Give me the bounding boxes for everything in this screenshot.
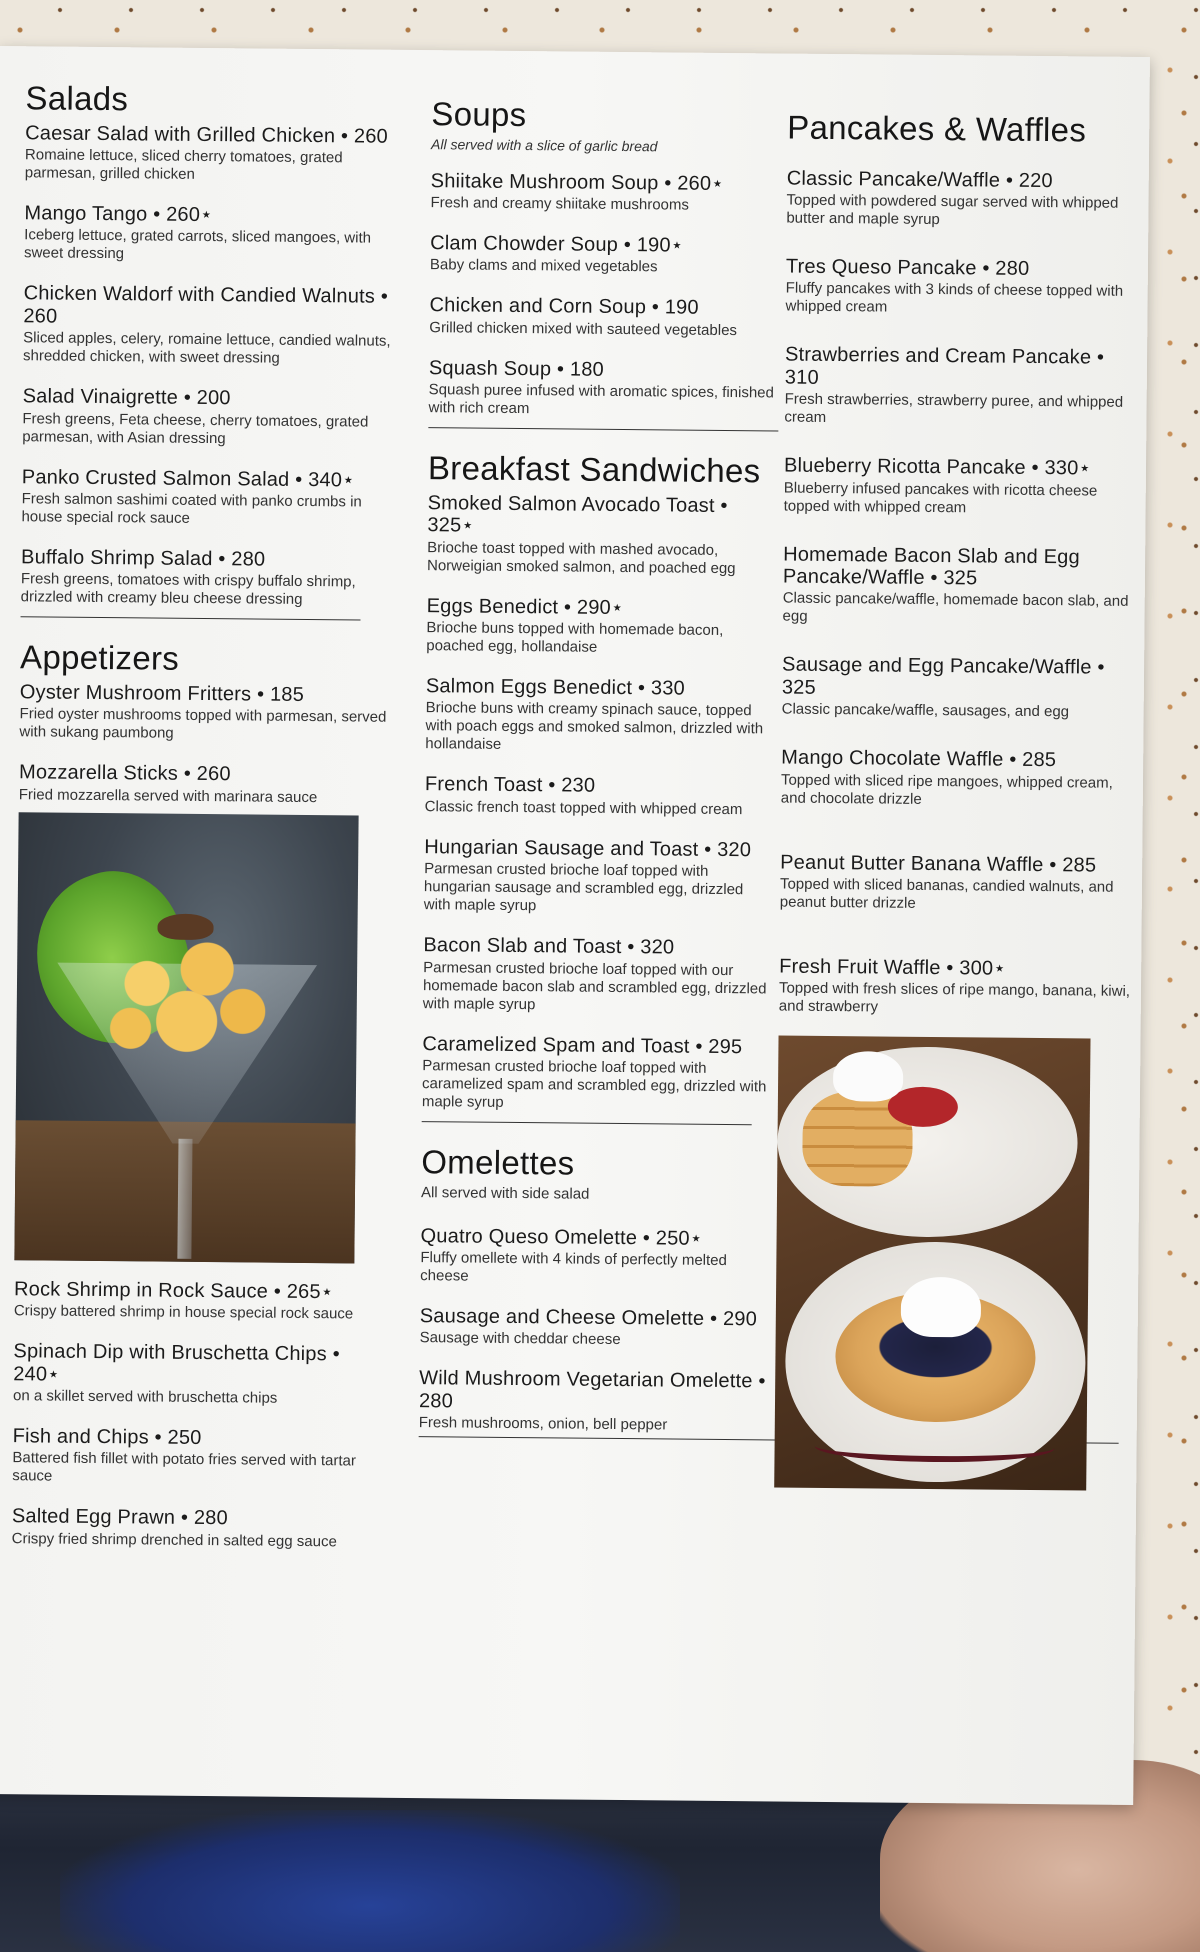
section-divider: [422, 1121, 752, 1125]
item-name: Chicken Waldorf with Candied Walnuts • 260: [23, 282, 389, 328]
menu-item: [420, 1225, 771, 1289]
menu-item: [430, 232, 780, 278]
item-description: on a skillet served with bruschetta chips: [12, 1387, 278, 1407]
item-name: Squash Soup • 180: [428, 356, 605, 381]
menu-item: [21, 546, 392, 610]
menu-item: [428, 357, 779, 421]
item-name: Panko Crusted Salmon Salad • 340⋆: [21, 465, 355, 492]
item-name: Mango Tango • 260⋆: [24, 202, 213, 227]
menu-item: [785, 256, 1142, 320]
item-name: Classic Pancake/Waffle • 220: [786, 167, 1053, 192]
item-description: Parmesan crusted brioche loaf topped with hungarian sausage and scrambled egg, drizzled with maple syrup: [423, 860, 744, 915]
menu-item: [420, 1305, 770, 1351]
menu-item: [25, 122, 396, 186]
menu-item: [19, 681, 390, 745]
item-description: Fresh strawberries, strawberry puree, and whipped cream: [784, 390, 1124, 427]
menu-item: [782, 654, 1139, 722]
item-description: Parmesan crusted brioche loaf topped with our homemade bacon slab and scrambled egg, drizzled with maple syrup: [422, 958, 767, 1013]
soups-subtitle: All served with a slice of garlic bread: [431, 135, 658, 154]
item-description: Topped with powdered sugar served with whipped butter and maple syrup: [786, 191, 1119, 229]
item-name: Salted Egg Prawn • 280: [11, 1505, 228, 1530]
item-name: Fish and Chips • 250: [12, 1425, 202, 1449]
item-description: Topped with sliced bananas, candied walnuts, and peanut butter drizzle: [779, 875, 1114, 912]
menu-item: [422, 1033, 773, 1115]
whipped-cream: [901, 1277, 982, 1338]
menu-column-middle: [418, 84, 781, 1462]
item-name: Oyster Mushroom Fritters • 185: [19, 681, 305, 706]
item-description: Classic pancake/waffle, homemade bacon slab, and egg: [782, 589, 1129, 626]
item-description: Classic french toast topped with whipped cream: [424, 797, 743, 818]
menu-item: [784, 344, 1141, 430]
salads-section: [21, 80, 396, 610]
item-name: Peanut Butter Banana Waffle • 285: [780, 851, 1097, 877]
item-name: Sausage and Cheese Omelette • 290: [419, 1305, 758, 1331]
section-divider: [21, 617, 361, 621]
item-name: Blueberry Ricotta Pancake • 330⋆: [783, 454, 1092, 480]
item-name: Wild Mushroom Vegetarian Omelette • 280: [418, 1367, 766, 1413]
item-description: Fresh and creamy shiitake mushrooms: [430, 194, 690, 214]
item-description: Fried oyster mushrooms topped with parmesan, served with sukang paumbong: [19, 705, 387, 743]
menu-item: [24, 202, 395, 266]
item-description: Fresh salmon sashimi coated with panko crumbs in house special rock sauce: [21, 490, 362, 527]
section-divider: [428, 427, 778, 431]
item-description: Fluffy omellete with 4 kinds of perfectly melted cheese: [420, 1249, 727, 1285]
glass-stem: [177, 1139, 192, 1259]
mushroom-garnish: [157, 913, 213, 940]
menu-item: [780, 851, 1137, 915]
menu-item: [784, 455, 1141, 519]
menu-column-right: [774, 88, 1144, 1510]
menu-item: [12, 1506, 382, 1552]
item-description: Fried mozzarella served with marinara sauce: [18, 785, 318, 806]
menu-item: [22, 385, 393, 449]
item-name: Salmon Eggs Benedict • 330: [425, 675, 686, 700]
soups-section: [428, 96, 781, 421]
menu-item: [23, 283, 394, 369]
item-name: Sausage and Egg Pancake/Waffle • 325: [781, 653, 1105, 699]
blue-cloth: [60, 1810, 680, 1952]
item-name: Caramelized Spam and Toast • 295: [422, 1032, 743, 1058]
item-description: Topped with sliced ripe mangoes, whipped cream, and chocolate drizzle: [780, 771, 1113, 808]
item-description: Iceberg lettuce, grated carrots, sliced mangoes, with sweet dressing: [23, 226, 372, 263]
item-description: Classic pancake/waffle, sausages, and egg: [781, 700, 1070, 721]
menu-item: [424, 836, 775, 918]
menu-item: [427, 492, 778, 578]
item-name: Shiitake Mushroom Soup • 260⋆: [430, 169, 725, 195]
item-name: Salad Vinaigrette • 200: [22, 385, 231, 410]
item-name: Quatro Queso Omelette • 250⋆: [420, 1224, 703, 1250]
item-name: Smoked Salmon Avocado Toast • 325⋆: [427, 491, 728, 537]
item-name: Rock Shrimp in Rock Sauce • 265⋆: [13, 1277, 334, 1304]
item-description: Fresh greens, tomatoes with crispy buffalo shrimp, drizzled with creamy bleu cheese dressing: [20, 570, 356, 609]
menu-item: [429, 295, 779, 341]
soups-title: Soups: [431, 95, 527, 134]
breakfast-title: Breakfast Sandwiches: [427, 449, 761, 490]
item-description: Brioche buns with creamy spinach sauce, topped with poach eggs and smoked salmon, drizzled with hollandaise: [425, 699, 764, 754]
item-name: Tres Queso Pancake • 280: [785, 255, 1030, 280]
item-description: Sausage with cheddar cheese: [419, 1329, 621, 1349]
item-description: Sliced apples, celery, romaine lettuce, candied walnuts, shredded chicken, with sweet dressing: [22, 329, 391, 367]
item-description: Squash puree infused with aromatic spices, finished with rich cream: [428, 381, 774, 418]
appetizers-title: Appetizers: [19, 638, 180, 678]
omelettes-section: [419, 1144, 772, 1441]
item-name: Caesar Salad with Grilled Chicken • 260: [25, 121, 389, 148]
menu-item: [19, 762, 389, 808]
item-name: Eggs Benedict • 290⋆: [426, 594, 624, 619]
item-description: Baby clams and mixed vegetables: [429, 256, 658, 276]
menu-item: [423, 934, 774, 1016]
item-name: French Toast • 230: [424, 773, 596, 798]
menu-item: [425, 675, 776, 757]
item-name: Clam Chowder Soup • 190⋆: [430, 232, 684, 257]
item-description: Grilled chicken mixed with sauteed vegetables: [429, 318, 738, 339]
menu-item: [782, 543, 1139, 629]
item-description: Battered fish fillet with potato fries served with tartar sauce: [12, 1449, 356, 1485]
omelettes-note: All served with side salad: [420, 1183, 590, 1203]
item-name: Spinach Dip with Bruschetta Chips • 240⋆: [13, 1340, 340, 1386]
menu-item: [13, 1340, 384, 1408]
item-description: Romaine lettuce, sliced cherry tomatoes, grated parmesan, grilled chicken: [24, 146, 343, 183]
item-name: Fresh Fruit Waffle • 300⋆: [779, 955, 1007, 980]
menu-item: [786, 167, 1143, 231]
item-description: Brioche toast topped with mashed avocado, Norweigian smoked salmon, and poached egg: [426, 538, 736, 577]
menu-item: [419, 1367, 770, 1435]
menu-item: [779, 955, 1136, 1019]
pancakes-section: [774, 110, 1143, 1492]
item-description: Fluffy pancakes with 3 kinds of cheese topped with whipped cream: [785, 279, 1124, 316]
item-description: Fresh greens, Feta cheese, cherry tomatoes, grated parmesan, with Asian dressing: [22, 409, 369, 447]
salads-title: Salads: [25, 79, 129, 118]
pancake-photo: [774, 1036, 1090, 1491]
rock-shrimp-photo: [14, 812, 358, 1263]
item-name: Strawberries and Cream Pancake • 310: [784, 343, 1105, 389]
menu-item: [781, 747, 1138, 811]
item-name: Buffalo Shrimp Salad • 280: [20, 546, 266, 571]
omelettes-title: Omelettes: [421, 1143, 575, 1182]
item-name: Homemade Bacon Slab and Egg Pancake/Waffle • 325: [782, 543, 1080, 590]
item-name: Mozzarella Sticks • 260: [18, 761, 231, 786]
menu-item: [425, 773, 775, 819]
item-name: Bacon Slab and Toast • 320: [423, 934, 675, 959]
item-description: Parmesan crusted brioche loaf topped with caramelized spam and scrambled egg, drizzled with maple syrup: [421, 1057, 767, 1111]
menu-item: [430, 170, 780, 216]
item-name: Hungarian Sausage and Toast • 320: [424, 835, 752, 862]
appetizers-section: [12, 640, 391, 1552]
item-description: Crispy battered shrimp in house special rock sauce: [13, 1302, 354, 1323]
menu-item: [426, 595, 777, 659]
item-description: Fresh mushrooms, onion, bell pepper: [418, 1414, 668, 1434]
menu-item: [14, 1278, 384, 1324]
fried-shrimp: [86, 923, 287, 1075]
menu-sheet: [0, 46, 1150, 1805]
menu-item: [12, 1425, 383, 1489]
menu-item: [21, 466, 392, 530]
item-description: Blueberry infused pancakes with ricotta cheese topped with whipped cream: [783, 479, 1098, 516]
item-name: Chicken and Corn Soup • 190: [429, 294, 699, 320]
item-description: Topped with fresh slices of ripe mango, banana, kiwi, and strawberry: [778, 979, 1131, 1016]
pancakes-title: Pancakes & Waffles: [787, 108, 1087, 149]
item-description: Brioche buns topped with homemade bacon, poached egg, hollandaise: [426, 619, 724, 656]
whipped-cream: [833, 1051, 903, 1102]
menu-column-left: [11, 80, 395, 1571]
item-name: Mango Chocolate Waffle • 285: [781, 746, 1057, 772]
breakfast-section: [422, 450, 778, 1114]
item-description: Crispy fried shrimp drenched in salted egg sauce: [11, 1529, 337, 1551]
